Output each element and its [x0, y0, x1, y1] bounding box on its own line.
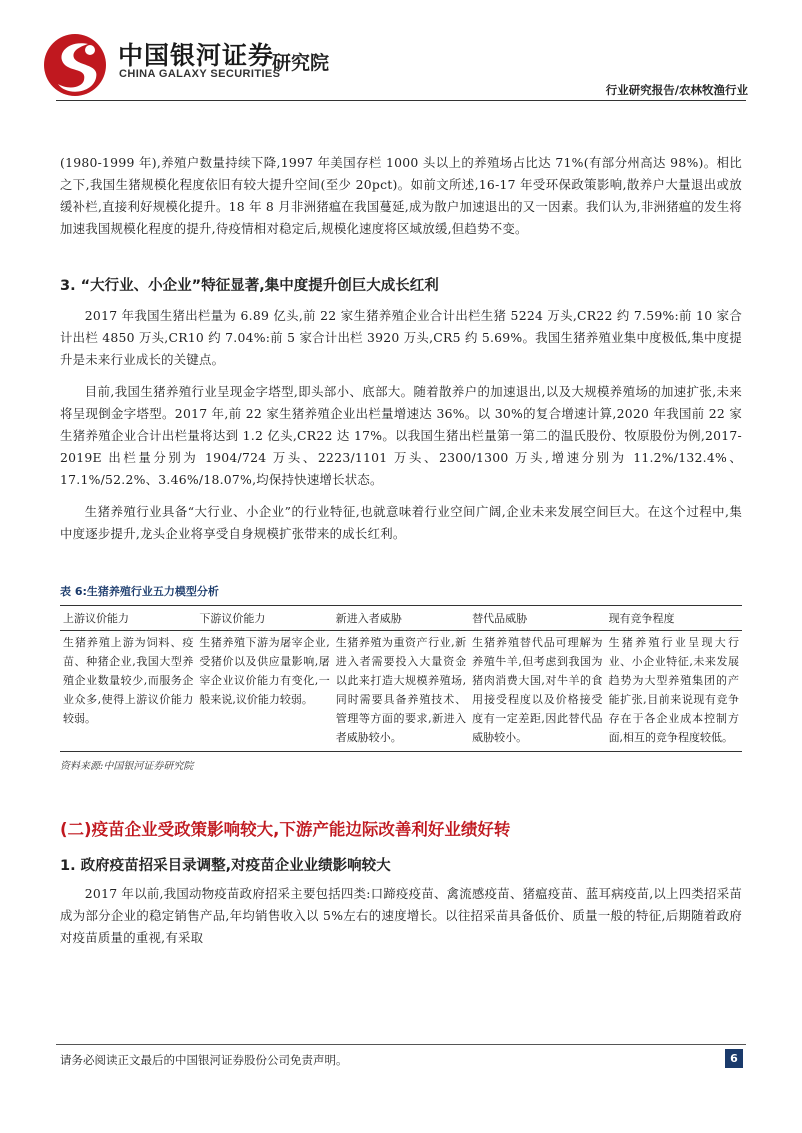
footer-disclaimer: 请务必阅读正文最后的中国银河证券股份公司免责声明。 — [60, 1053, 348, 1067]
table-header-cell: 下游议价能力 — [196, 606, 332, 631]
paragraph: 生猪养殖行业具备“大行业、小企业”的行业特征,也就意味着行业空间广阔,企业未来发展空间巨大。在这个过程中,集中度逐步提升,龙头企业将享受自身规模扩张带来的成长红利。 — [60, 504, 742, 541]
table-row — [60, 631, 742, 752]
table-cell: 生猪养殖行业呈现大行业、小企业特征,未来发展趋势为大型养殖集团的产能扩张,目前来说现有竞争存在于各企业成本控制方面,相互的竞争程度较低。 — [606, 631, 742, 752]
subsection-title: (二)疫苗企业受政策影响较大,下游产能边际改善利好业绩好转 — [60, 820, 511, 839]
paragraph: 2017 年以前,我国动物疫苗政府招采主要包括四类:口蹄疫疫苗、禽流感疫苗、猪瘟疫苗、蓝耳病疫苗,以上四类招采苗成为部分企业的稳定销售产品,年均销售收入以 5%左右的速度增长。以往招采苗具备低价、质量一般的特征,后期随着政府对疫苗质量的重视,有采取 — [60, 886, 742, 945]
table-source: 资料来源:中国银河证券研究院 — [60, 761, 194, 772]
paragraph: (1980-1999 年),养殖户数量持续下降,1997 年美国存栏 1000 头以上的养殖场占比达 71%(有部分州高达 98%)。相比之下,我国生猪规模化程度依旧有较大提升空间(至少 20pct)。如前文所述,16-17 年受环保政策影响,散养户大量退出或放缓补栏,直接利好规模化提升。18 年 8 月非洲猪瘟在我国蔓延,成为散户加速退出的又一因素。我们认为,非洲猪瘟的发生将加速我国规模化程度的提升,待疫情相对稳定后,规模化速度将区域放缓,但趋势不变。 — [60, 155, 742, 236]
table-cell: 生猪养殖下游为屠宰企业,受猪价以及供应量影响,屠宰企业议价能力有变化,一般来说,议价能力较弱。 — [196, 631, 332, 752]
brand-institute: 研究院 — [272, 52, 330, 74]
page-number: 6 — [725, 1049, 743, 1068]
brand-name-cn: 中国银河证券 — [118, 41, 275, 70]
galaxy-logo-icon — [40, 30, 110, 100]
table-cell: 生猪养殖上游为饲料、疫苗、种猪企业,我国大型养殖企业数量较少,而服务企业众多,使得上游议价能力较弱。 — [60, 631, 196, 752]
five-forces-table — [60, 605, 742, 752]
brand-name-en: CHINA GALAXY SECURITIES — [119, 68, 281, 80]
table-header-cell: 现有竞争程度 — [606, 606, 742, 631]
paragraph: 2017 年我国生猪出栏量为 6.89 亿头,前 22 家生猪养殖企业合计出栏生猪 5224 万头,CR22 约 7.59%:前 10 家合计出栏 4850 万头,CR10 约 7.04%:前 5 家合计出栏 3920 万头,CR5 约 5.69%。我国生猪养殖业集中度极低,集中度提升是未来行业成长的关键点。 — [60, 308, 742, 367]
table-cell: 生猪养殖为重资产行业,新进入者需要投入大量资金以此来打造大规模养殖场,同时需要具备养殖技术、管理等方面的要求,新进入者威胁较小。 — [333, 631, 469, 752]
table-header-cell: 新进入者威胁 — [333, 606, 469, 631]
header-divider — [56, 100, 746, 101]
report-type: 行业研究报告/农林牧渔行业 — [605, 83, 748, 97]
section-title: 1. 政府疫苗招采目录调整,对疫苗企业业绩影响较大 — [60, 858, 391, 874]
main-content — [60, 152, 742, 949]
table-header-cell: 替代品威胁 — [469, 606, 605, 631]
paragraph: 目前,我国生猪养殖行业呈现金字塔型,即头部小、底部大。随着散养户的加速退出,以及大规模养殖场的加速扩张,未来将呈现倒金字塔型。2017 年,前 22 家生猪养殖企业出栏量增速达 36%。以 30%的复合增速计算,2020 年我国前 22 家生猪养殖企业合计出栏量将达到 1.2 亿头,CR22 达 17%。以我国生猪出栏量第一第二的温氏股份、牧原股份为例,2017-2019E 出栏量分别为 1904/724 万头、2223/1101 万头、2300/1300 万头,增速分别为 11.2%/132.4%、17.1%/52.2%、3.46%/18.07%,均保持快速增长状态。 — [60, 384, 742, 487]
table-cell: 生猪养殖替代品可理解为养殖牛羊,但考虑到我国为猪肉消费大国,对牛羊的食用接受程度以及价格接受度有一定差距,因此替代品威胁较小。 — [469, 631, 605, 752]
footer-divider — [56, 1044, 746, 1045]
section-title: 3. “大行业、小企业”特征显著,集中度提升创巨大成长红利 — [60, 278, 439, 294]
table-caption: 表 6:生猪养殖行业五力模型分析 — [60, 585, 219, 598]
table-header-cell: 上游议价能力 — [60, 606, 196, 631]
